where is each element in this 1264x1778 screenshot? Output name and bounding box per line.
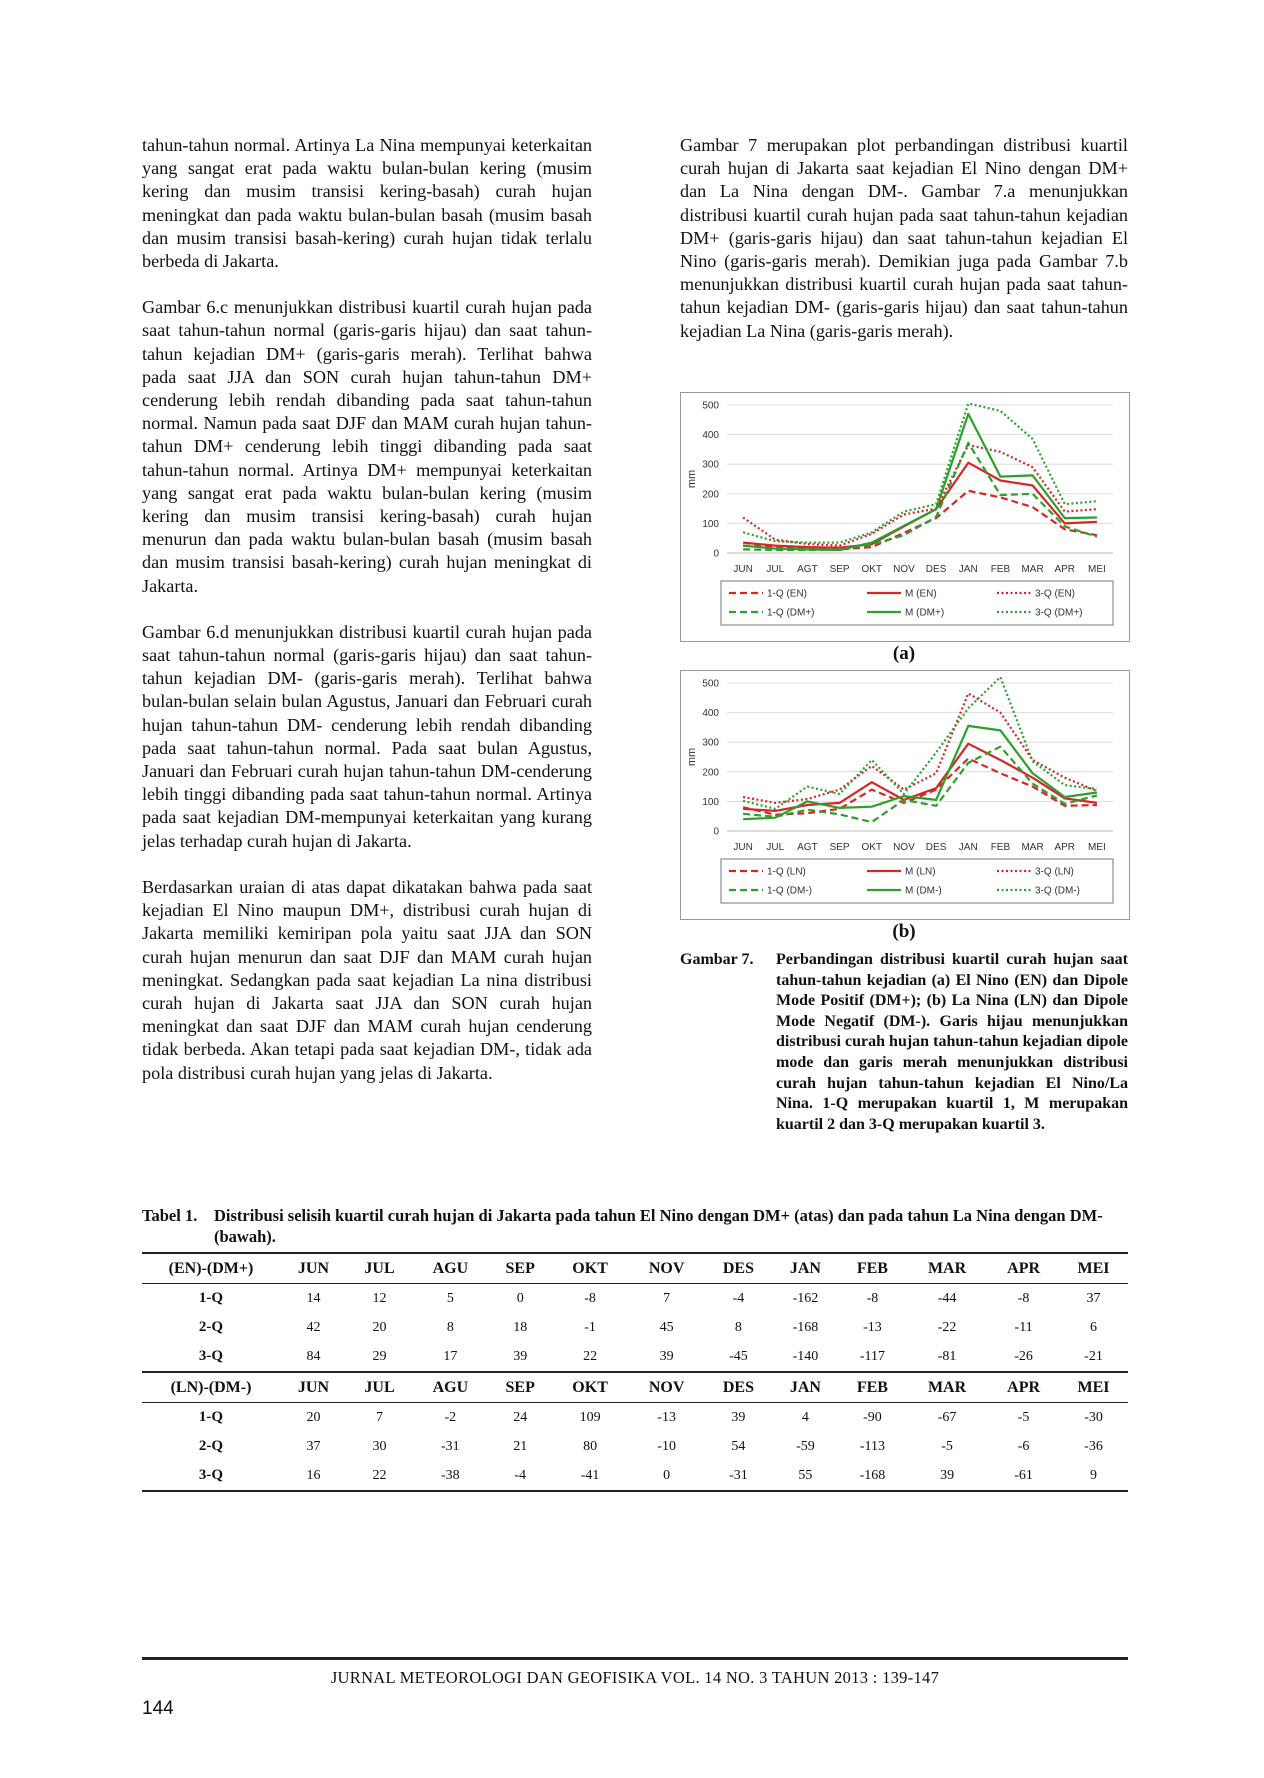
table-cell: 14	[306, 1290, 321, 1306]
table-cell: 54	[731, 1438, 746, 1454]
table-cell: 37	[306, 1438, 321, 1454]
table-row	[142, 1313, 1128, 1342]
table-cell: 22	[347, 1461, 412, 1491]
figure-caption-lead: Gambar 7.	[680, 951, 754, 968]
table-cell: -113	[859, 1438, 885, 1454]
table-header-cell: APR	[988, 1253, 1059, 1284]
table-header-cell: SEP	[489, 1372, 552, 1403]
table-cell: -38	[412, 1461, 489, 1491]
legend-label: 3-Q (LN)	[1035, 866, 1074, 878]
footer-rule	[142, 1657, 1128, 1660]
series-line	[743, 443, 1097, 550]
y-tick-label: 200	[702, 767, 719, 779]
table-row	[142, 1461, 1128, 1491]
x-tick-label: OKT	[861, 842, 883, 853]
x-tick-label: JUN	[733, 564, 753, 575]
table-cell: 21	[513, 1438, 528, 1454]
figure-caption	[680, 950, 1128, 1135]
legend-label: 1-Q (EN)	[767, 588, 807, 600]
y-tick-label: 300	[702, 459, 719, 471]
table-cell: 5	[446, 1290, 454, 1306]
x-tick-label: APR	[1054, 842, 1076, 853]
y-tick-label: 100	[702, 796, 719, 808]
table-header-cell: MAR	[906, 1372, 988, 1403]
chart-b	[681, 671, 1129, 919]
legend-label: M (LN)	[905, 866, 936, 878]
legend-label: 1-Q (DM+)	[767, 607, 815, 619]
x-tick-label: JAN	[958, 564, 978, 575]
y-tick-label: 200	[702, 489, 719, 501]
table-cell: 0	[628, 1461, 705, 1491]
table-cell: -26	[1014, 1348, 1033, 1364]
table-header-cell: NOV	[628, 1372, 705, 1403]
table-cell: 6	[1090, 1319, 1097, 1335]
table-header-cell: JUN	[280, 1253, 347, 1284]
table-cell: -13	[657, 1409, 676, 1425]
series-line	[743, 445, 1097, 546]
table-cell: 29	[372, 1348, 387, 1364]
x-tick-label: AGT	[797, 564, 818, 575]
chart-a	[681, 393, 1129, 641]
table-cell: 8	[446, 1319, 454, 1335]
table-cell: 37	[1086, 1290, 1101, 1306]
paragraph: Gambar 6.c menunjukkan distribusi kuartil curah hujan pada saat tahun-tahun normal (garis-garis hijau) dan saat tahun-tahun kejadian DM+ (garis-garis merah). Terlihat bahwa pada saat JJA dan SON curah hujan tahun-tahun DM+ cenderung lebih rendah dibanding pada saat tahun-tahun normal. Namun pada saat DJF dan MAM curah hujan tahun-tahun DM+ cenderung lebih tinggi dibanding pada saat tahun-tahun normal. Artinya DM+ mempunyai keterkaitan yang sangat erat pada waktu bulan-bulan kering (musim kering dan musim transisi kering-basah) curah hujan menurun dan pada waktu bulan-bulan basah (musim basah dan musim transisi basah-kering) curah hujan meningkat di Jakarta.	[142, 297, 592, 596]
table-header-cell: FEB	[839, 1253, 906, 1284]
table-cell: -13	[863, 1319, 882, 1335]
table-cell: -41	[552, 1461, 629, 1491]
table-cell: 80	[583, 1438, 598, 1454]
table-cell: 24	[513, 1409, 528, 1425]
table-cell: 84	[306, 1348, 321, 1364]
data-table	[142, 1252, 1128, 1492]
x-tick-label: JAN	[958, 842, 978, 853]
table-cell: -44	[937, 1290, 957, 1306]
table-header-cell: NOV	[628, 1253, 705, 1284]
legend-label: M (DM-)	[905, 885, 942, 897]
table-header-cell: SEP	[489, 1253, 552, 1284]
table-header-cell: JAN	[772, 1253, 839, 1284]
table-cell: 30	[372, 1438, 387, 1454]
legend-label: 1-Q (DM-)	[767, 885, 812, 897]
figure-7b	[680, 670, 1130, 920]
figure-caption-body: Perbandingan distribusi kuartil curah hujan saat tahun-tahun kejadian (a) El Nino (EN) dan Dipole Mode Positif (DM+); (b) La Nina (LN) dan Dipole Mode Negatif (DM-). Garis hijau menunjukkan distribusi curah hujan tahun-tahun kejadian dipole mode dan garis merah menunjukkan distribusi curah hujan tahun-tahun kejadian El Nino/La Nina. 1-Q merupakan kuartil 1, M merupakan kuartil 2 dan 3-Q merupakan kuartil 3.	[776, 951, 1128, 1133]
x-tick-label: SEP	[829, 842, 850, 853]
table-cell: 42	[306, 1319, 321, 1335]
x-tick-label: FEB	[990, 564, 1011, 575]
table-block-label: (EN)-(DM+)	[142, 1253, 280, 1284]
legend-label: 1-Q (LN)	[767, 866, 806, 878]
table-cell: -45	[729, 1348, 748, 1364]
x-tick-label: NOV	[893, 842, 915, 853]
y-tick-label: 400	[702, 708, 719, 720]
table-cell: -11	[1014, 1319, 1033, 1335]
table-cell: 39	[513, 1348, 528, 1364]
table-cell: -140	[792, 1348, 819, 1364]
table-cell: -61	[988, 1461, 1059, 1491]
table-cell: -90	[863, 1409, 882, 1425]
table-cell: -30	[1084, 1409, 1103, 1425]
left-column	[142, 134, 592, 1108]
table-row-label: 2-Q	[198, 1438, 224, 1454]
table-header-cell: MAR	[906, 1253, 988, 1284]
paragraph: Berdasarkan uraian di atas dapat dikatakan bahwa pada saat kejadian El Nino maupun DM+, distribusi curah hujan di Jakarta memiliki kemiripan pola yaitu saat JJA dan SON curah hujan menurun dan saat DJF dan MAM curah hujan meningkat. Sedangkan pada saat kejadian La nina distribusi curah hujan di Jakarta saat JJA dan SON curah hujan meningkat dan saat DJF dan MAM curah hujan cenderung tidak berbeda. Akan tetapi pada saat kejadian DM-, tidak ada pola distribusi curah hujan yang jelas di Jakarta.	[142, 876, 592, 1083]
paragraph: Gambar 7 merupakan plot perbandingan distribusi kuartil curah hujan di Jakarta saat kejadian El Nino dengan DM+ dan La Nina dengan DM-. Gambar 7.a menunjukkan distribusi kuartil curah hujan pada saat tahun-tahun kejadian DM+ (garis-garis hijau) dan saat tahun-tahun kejadian El Nino (garis-garis merah). Demikian juga pada Gambar 7.b menunjukkan distribusi kuartil curah hujan pada saat tahun-tahun kejadian DM- (garis-garis hijau) dan saat tahun-tahun kejadian La Nina (garis-garis merah).	[680, 135, 1128, 341]
paragraph: tahun-tahun normal. Artinya La Nina mempunyai keterkaitan yang sangat erat pada waktu bulan-bulan kering (musim kering dan musim transisi kering-basah) curah hujan meningkat dan pada waktu bulan-bulan basah (musim basah dan musim transisi basah-kering) curah hujan tidak terlalu berbeda di Jakarta.	[142, 135, 592, 272]
table-cell: -162	[792, 1290, 819, 1306]
table-cell: 55	[772, 1461, 839, 1491]
table-cell: 7	[376, 1409, 384, 1425]
table-cell: -31	[441, 1438, 460, 1454]
table-cell: -22	[937, 1319, 957, 1335]
table-cell: 8	[734, 1319, 742, 1335]
table-cell: 16	[280, 1461, 347, 1491]
x-tick-label: DES	[925, 842, 947, 853]
table-caption-lead: Tabel 1.	[142, 1206, 198, 1225]
series-line	[743, 404, 1097, 543]
table-cell: 39	[659, 1348, 674, 1364]
table-cell: -21	[1084, 1348, 1103, 1364]
table-header-cell: DES	[705, 1372, 772, 1403]
table-header-cell: JUL	[347, 1372, 412, 1403]
table-cell: -168	[839, 1461, 906, 1491]
series-line	[743, 693, 1097, 803]
legend-label: M (EN)	[905, 588, 937, 600]
table-cell: -8	[584, 1290, 596, 1306]
page-number: 144	[142, 1698, 174, 1719]
table-cell: 4	[801, 1409, 809, 1425]
table-cell: -4	[732, 1290, 745, 1306]
table-cell: 17	[443, 1348, 458, 1364]
x-tick-label: NOV	[893, 564, 915, 575]
table-header-cell: JUN	[280, 1372, 347, 1403]
table-cell: 0	[516, 1290, 524, 1306]
table-row-label: 3-Q	[198, 1348, 224, 1364]
x-tick-label: JUL	[766, 842, 785, 853]
table-row	[142, 1432, 1128, 1461]
table-header-cell: JUL	[347, 1253, 412, 1284]
journal-footer: JURNAL METEOROLOGI DAN GEOFISIKA VOL. 14 NO. 3 TAHUN 2013 : 139-147	[330, 1668, 940, 1687]
table-header-cell: JAN	[772, 1372, 839, 1403]
table-cell: -81	[937, 1348, 957, 1364]
table-cell: -1	[584, 1319, 596, 1335]
table-header-row	[142, 1372, 1128, 1403]
legend-label: M (DM+)	[905, 607, 945, 619]
x-tick-label: MAR	[1021, 564, 1044, 575]
table-header-cell: AGU	[412, 1253, 489, 1284]
legend-label: 3-Q (DM-)	[1035, 885, 1080, 897]
table-row-label: 3-Q	[142, 1461, 280, 1491]
figure-label-a: (a)	[892, 643, 916, 664]
x-tick-label: SEP	[829, 564, 850, 575]
y-tick-label: 500	[702, 678, 719, 690]
table-cell: 20	[306, 1409, 321, 1425]
y-tick-label: 400	[702, 430, 719, 442]
table-header-cell: AGU	[412, 1372, 489, 1403]
table-row-label: 2-Q	[198, 1319, 224, 1335]
table-cell: -59	[796, 1438, 815, 1454]
right-column	[680, 134, 1128, 366]
series-line	[743, 677, 1097, 809]
table-cell: -5	[941, 1438, 953, 1454]
y-tick-label: 300	[702, 737, 719, 749]
table-cell: 39	[906, 1461, 988, 1491]
table-cell: 22	[583, 1348, 598, 1364]
x-tick-label: MEI	[1088, 564, 1106, 575]
y-tick-label: 0	[713, 826, 719, 838]
x-tick-label: MAR	[1021, 842, 1044, 853]
table-cell: -4	[489, 1461, 552, 1491]
table-cell: -10	[657, 1438, 676, 1454]
table-cell: -67	[937, 1409, 957, 1425]
table-cell: -6	[1017, 1438, 1030, 1454]
figure-label-b: (b)	[892, 921, 916, 942]
table-cell: 18	[513, 1319, 528, 1335]
table-block-label: (LN)-(DM-)	[142, 1372, 280, 1403]
table-cell: -5	[1017, 1409, 1030, 1425]
x-tick-label: APR	[1054, 564, 1076, 575]
y-tick-label: 100	[702, 518, 719, 530]
table-cell: -2	[444, 1409, 457, 1425]
table-header-cell: DES	[705, 1253, 772, 1284]
x-tick-label: OKT	[861, 564, 883, 575]
y-tick-label: 500	[702, 400, 719, 412]
table-header-cell: APR	[988, 1372, 1059, 1403]
table-cell: -117	[859, 1348, 885, 1364]
table-cell: 39	[731, 1409, 746, 1425]
table-cell: -31	[705, 1461, 772, 1491]
table-header-cell: MEI	[1059, 1372, 1128, 1403]
table-cell: -8	[866, 1290, 879, 1306]
y-tick-label: 0	[713, 548, 719, 560]
legend-label: 3-Q (DM+)	[1035, 607, 1083, 619]
table-row	[142, 1284, 1128, 1314]
series-line	[743, 744, 1097, 811]
x-tick-label: JUL	[766, 564, 785, 575]
table-caption	[142, 1205, 1128, 1247]
paragraph: Gambar 6.d menunjukkan distribusi kuartil curah hujan pada saat tahun-tahun normal (garis-garis hijau) dan saat tahun-tahun kejadian DM- (garis-garis merah). Terlihat bahwa bulan-bulan selain bulan Agustus, Januari dan Februari curah hujan tahun-tahun DM- cenderung lebih rendah dibanding pada saat tahun-tahun normal. Pada saat bulan Agustus, Januari dan Februari curah hujan tahun-tahun DM-cenderung lebih tinggi dibanding pada saat tahun-tahun normal. Artinya pada saat kejadian DM-mempunyai keterkaitan yang kurang jelas terhadap curah hujan di Jakarta.	[142, 621, 592, 851]
table-cell: 20	[372, 1319, 387, 1335]
legend-label: 3-Q (EN)	[1035, 588, 1075, 600]
x-tick-label: AGT	[797, 842, 818, 853]
x-tick-label: FEB	[990, 842, 1011, 853]
table-cell: 12	[372, 1290, 387, 1306]
x-tick-label: MEI	[1088, 842, 1106, 853]
table-row-label: 1-Q	[198, 1290, 224, 1306]
table-cell: 9	[1059, 1461, 1128, 1491]
table-header-cell: OKT	[552, 1372, 629, 1403]
table-caption-body: Distribusi selisih kuartil curah hujan di Jakarta pada tahun El Nino dengan DM+ (atas) dan pada tahun La Nina dengan DM- (bawah).	[214, 1206, 1103, 1246]
table-cell: 45	[659, 1319, 674, 1335]
table-row	[142, 1403, 1128, 1433]
table-header-cell: OKT	[552, 1253, 629, 1284]
y-axis-label: mm	[686, 747, 698, 767]
table-cell: -8	[1017, 1290, 1030, 1306]
figure-7a	[680, 392, 1130, 642]
x-tick-label: DES	[925, 564, 947, 575]
table-cell: 7	[663, 1290, 671, 1306]
x-tick-label: JUN	[733, 842, 753, 853]
y-axis-label: mm	[686, 469, 698, 489]
table-cell: -168	[792, 1319, 819, 1335]
table-row	[142, 1342, 1128, 1372]
table-header-cell: MEI	[1059, 1253, 1128, 1284]
table-header-cell: FEB	[839, 1372, 906, 1403]
table-header-row	[142, 1253, 1128, 1284]
table-cell: -36	[1084, 1438, 1103, 1454]
table-row-label: 1-Q	[198, 1409, 224, 1425]
table-cell: 109	[579, 1409, 601, 1425]
